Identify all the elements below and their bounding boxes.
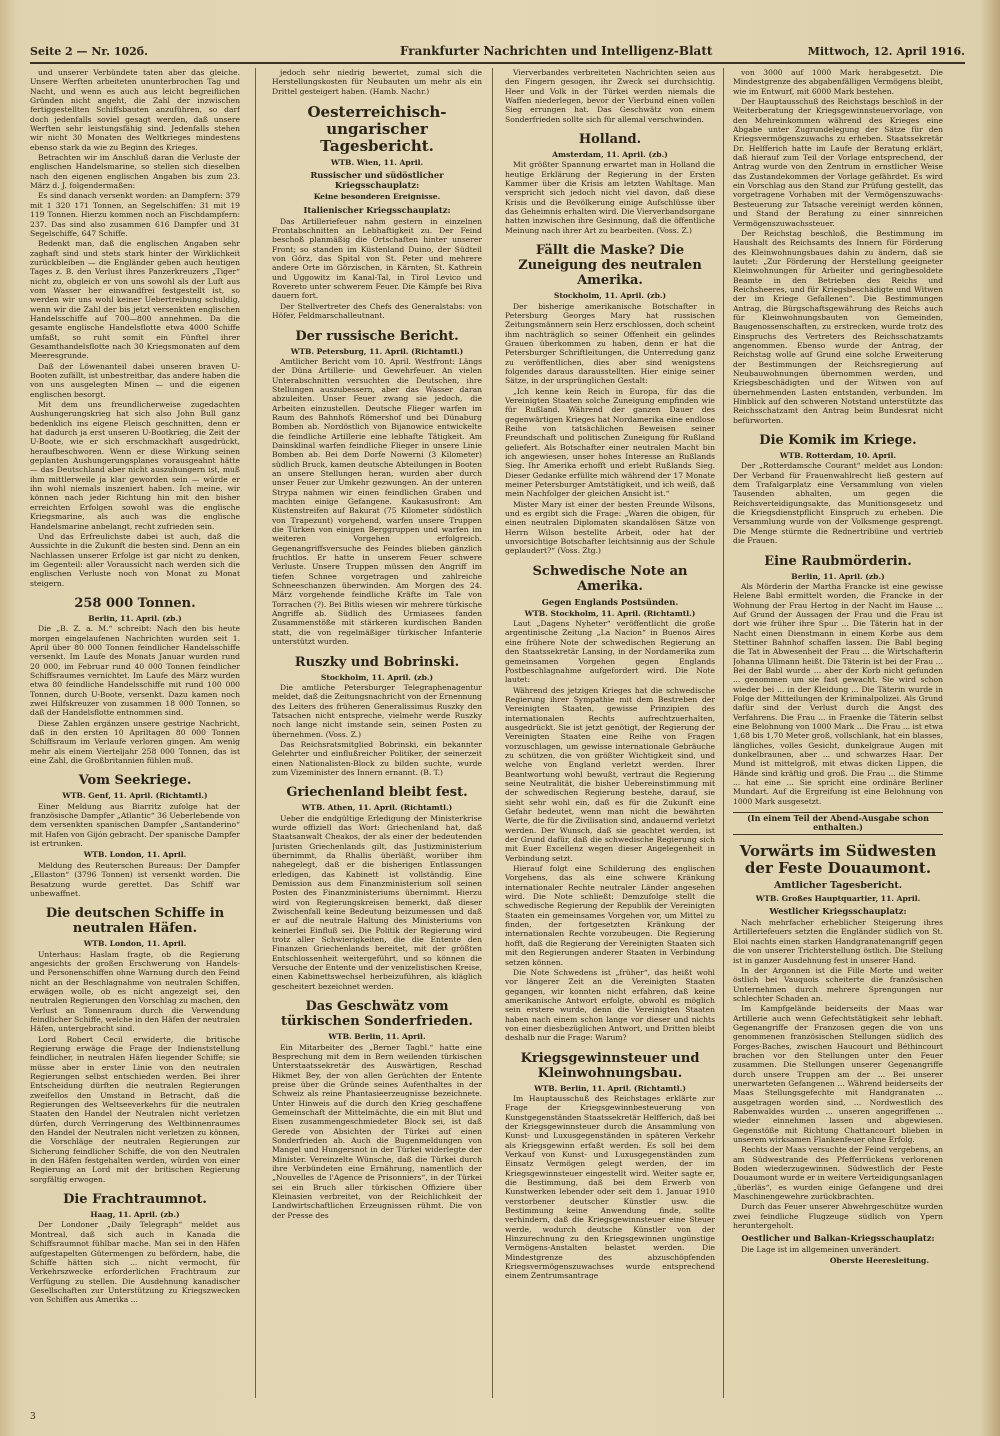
paragraph: Mit größter Spannung erwartet man in Holland die heutige Erklärung der Regierung in der Ersten Kammer über die Krisis am letzten Wahltage. Man verspricht sich jedoch nicht viel davon, daß diese Krisis und die Bevölkerung einige Aufschlüsse über das Geheimnis erhalten wird. Die Vierverbandsorgane hatten inzwischen ihre Gesinnung, daß die öffentliche Meinung nach ihrer Art zu bearbeiten. (Voss. Z.) <box>505 160 715 235</box>
signature: Oberste Heeresleitung. <box>829 1255 929 1265</box>
paragraph: von 3000 auf 1000 Mark herabgesetzt. Die Mindestgrenze des abgabenfälligen Vermögens bleibt, wie im Entwurf, mit 6000 Mark bestehen. <box>733 68 943 96</box>
paragraph: Einer Meldung aus Biarritz zufolge hat der französische Dampfer „Atlantic“ 36 Ueberlebende von dem versenkten spanischen Dampfer „Santanderino“ mit Hafen von Gijón gebracht. Der spanische Dampfer ist ertrunken. <box>30 801 240 849</box>
paragraph: Als Mörderin der Martha Francke ist eine gewisse Helene Babl ermittelt worden, die Francke in der Wohnung der Frau Hertog in der Nacht im Hause ... Auf Grund der Aussagen der Frau und die Frau ist dort wie früher ihre Spur ... Die Täterin hat in der Nacht einen Dienstmann in einem Korbe aus dem Stettiner Bahnhof schaffen lassen. Die Babl beging die Tat in Abwesenheit der Frau ... die Wirtschafterin Johanna Ullmann heißt. Die Täterin ist bei der Frau ... Bei der Babl wurde ... aber der Korb nicht gefunden ... genommen um sie fast gewacht. Sie wird schon wieder bei ... in der Kleidung ... Die Täterin wurde in Folge der Mitteilungen der Kriminalpolizei. Als Grund dafür sind der Verlust durch die Angst des Verfahrens. Die Frau ... in Fraenke die Täterin selbst eine Belohnung von 1000 Mark ... Die Frau ... ist etwa 1,68 bis 1,70 Meter groß, vollschlank, hat ein blasses, längliches, volles Gesicht, dunkelgraue Augen mit dunkelbraunen, aber ... und schwarzes Haar. Der Mund ist mittelgroß, mit etwas dicken Lippen, die Hände sind kräftig und groß. Die Frau ... die Stimme ... hat eine ... Sie spricht eine ordinäre Berliner Mundart. Auf die Ergreifung ist eine Belohnung von 1000 Mark ausgesetzt. <box>733 581 943 806</box>
headline-holland: Holland. <box>578 132 642 148</box>
dateline: Stockholm, 11. April. (zb.) <box>320 672 434 682</box>
headline-seekriege: Vom Seekriege. <box>78 773 192 789</box>
dateline: Haag, 11. April. (zb.) <box>90 1210 180 1220</box>
paragraph: Das Artilleriefeuer nahm gestern in einzelnen Frontabschnitten an Lebhaftigkeit zu. Der Feind beschoß planmäßig die Ortschaften hinter unserer Front; so standen im Küstenland Duino, der Südteil von Görz, das Spital von St. Peter und mehrere andere Orte im Görzischen, in Kärnten, St. Kathrein und Uggowitz im Kanal-Tal, in Tirol Levico und Rovereto unter schwerem Feuer. Die Kämpfe bei Riva dauern fort. <box>272 216 482 301</box>
page-number-label: Seite 2 — Nr. 102б. <box>30 45 148 58</box>
headline-ruszky: Ruszky und Bobrinski. <box>294 654 460 670</box>
paragraph: Die Lage ist im allgemeinen unverändert. <box>741 1245 902 1255</box>
paragraph: und unserer Verbündete taten aber das gleiche. Unsere Werften arbeiteten ununterbrochen Tag und Nacht, und wenn es auch aus leicht begreiflichen Gründen nicht angeht, die Zahl der inzwischen fertiggestellten Schiffsbauten anzuführen, so darf doch jedenfalls soviel gesagt werden, daß unsere Werften sehr leistungsfähig sind. Jedenfalls stehen wir nicht 30 Monaten des Weltkrieges mindestens ebenso stark da wie zu Beginn des Krieges. <box>30 68 240 152</box>
paragraph: Die Note Schwedens ist „früher“, das heißt wohl vor längerer Zeit an die Vereinigten Staaten gegangen, wir konnten nicht erfahren, daß keine amerikanische Antwort erfolgte, obwohl es möglich sein erstere wurde, denn die Vereinigten Staaten haben nach einem schon lange vor dieser und nichts von einer diesbezüglichen Antwort, und Dritten bleibt deshalb nur die Frage: Warum? <box>505 967 715 1043</box>
paragraph: Betrachten wir im Anschluß daran die Verluste der englischen Handelsmarine, so stellen sich dieselben nach den eigenen englischen Angaben bis zum 23. März d. J. folgendermaßen: <box>30 153 240 191</box>
dateline: WTB. Petersburg, 11. April. (Richtamtl.) <box>290 346 464 356</box>
headline-geschwaetz: Das Geschwätz vom türkischen Sonderfrieden. <box>281 999 473 1030</box>
headline-frachtraumnot: Die Frachtraumnot. <box>63 1192 207 1208</box>
paragraph: Vierverbandes verbreiteten Nachrichten seien aus den Fingern gesogen, ihr Zweck sei durchsichtig. Heer und Volk in der Türkei werden niemals die Waffen niederlegen, bevor der Vierbund einen vollen Sieg errungen hat. Das Geschwätz von einem Sonderfrieden sollte sich für allemal verschwinden. <box>505 68 715 124</box>
subheadline: Oestlicher und Balkan-Kriegsschauplatz: <box>741 1233 935 1244</box>
paragraph: Keine besonderen Ereignisse. <box>313 192 441 202</box>
paragraph: Es sind danach versenkt worden: an Dampfern: 379 mit 1 320 171 Tonnen, an Segelschiffen: 31 mit 19 119 Tonnen. Hierzu kommen noch an Fischdampfern: 237. Das sind also zusammen 616 Dampfer und 31 Segelschiffe, 647 Schiffe. <box>30 191 240 238</box>
issue-date: Mittwoch, 12. April 1916. <box>807 45 965 58</box>
dateline: Stockholm, 11. April. (zb.) <box>553 291 667 301</box>
paragraph: Bedenkt man, daß die englischen Angaben sehr zaghaft sind und stets stark hinter der Wirklichkeit zurückbleiben — die Engländer geben auch heutigen Tages z. B. den Verlust ihres Panzerkreuzers „Tiger“ nicht zu, obgleich er von uns sowohl als der Luft aus vom Wasser her einwandfrei festgestellt ist, so werden wir uns wohl keiner Uebertreibung schuldig, wenn wir die Zahl der bis jetzt versenkten englischen Handelsschiffe auf 700—800 annehmen. Da die gesamte englische Handelsflotte etwa 4000 Schiffe umfaßt, so ruht somit ein Fünftel ihrer Gesamthandelsflotte nach 30 Kriegsmonaten auf dem Meeresgrunde. <box>30 239 240 361</box>
paragraph: Der „Rotterdamsche Courant“ meldet aus London: Der Verband für Frauenwahlrecht ließ gestern auf dem Trafalgarplatz eine Versammlung von vielen Tausenden abhalten, um gegen die Reichsverteidigungsakte, das Munitionsgesetz und die Kriegsdienstpflicht Einspruch zu erheben. Die Versammlung wurde von der Volksmenge gesprengt. Die Menge stürmte die Rednertribüne und vertrieb die Frauen. <box>733 461 943 546</box>
paragraph: Lord Robert Cecil erwiderte, die britische Regierung erwäge die Frage der Indienststellung feindlicher, in neutralen Häfen liegender Schiffe; sie müsse aber in erster Linie von den neutralen Regierungen selbst entschieden werden. Bei ihrer Entscheidung dürften die neutralen Regierungen zweifellos den Umstand in Betracht, daß die Regierungen des Weltseeverkehrs für die neutralen Staaten den Handel der Neutralen nicht verletzen dürfen, durch Verringerung des Weltbinnenraumes den Handel der Neutralen nicht verletzen zu können, die Vorschläge der neutralen Regierungen zur Sicherung feindlicher Schiffe, die von den Neutralen in den Häfen festgehalten werden, würden von einer Regierung an Lord mit der britischen Regierung sorgfältig erwogen. <box>30 1034 240 1184</box>
column-divider <box>723 68 724 1398</box>
column-2 <box>272 68 482 1408</box>
paragraph: Im Kampfgelände beiderseits der Maas war Artillerie auch wenn Gefechtstätigkeit sehr lebhaft. Gegenangriffe der Franzosen gegen die von uns genommenen französischen Stellungen südlich des Forges-Baches, zwischen Haucourt und Béthincourt brachen vor den Stellungen unter den Feuer zusammen. Die Stellungen unserer Gegenangriffe durch unsere Truppen am der ... Bei unserer unerwarteten Gefangenen ... Während beiderseits der Maas Stellungsgefechte mit Handgranaten ... ausgetragen worden sind, ... Nordwestlich des Rabenwaldes wurden ... unseren angegriffenen ... wieder einnehmen lassen und abgewiesen. Gegenstöße mit Richtung Chattancourt blieben in unserem wirksamen Flankenfeuer ohne Erfolg. <box>733 1004 943 1145</box>
paragraph: Diese Zahlen ergänzen unsere gestrige Nachricht, daß in den ersten 10 Apriltagen 80 000 Tonnen Schiffsraum im Verlaufe verloren gingen. Am wenig mehr als einem Vierteljahr 258 000 Tonnen, das ist eine Zahl, die Großbritannien fühlen muß. <box>30 718 240 766</box>
column-3 <box>505 68 715 1408</box>
dateline: WTB. Athen, 11. April. (Richtamtl.) <box>301 803 453 813</box>
paragraph: Ueber die endgültige Erledigung der Ministerkrise wurde offiziell das Wort: Griechenland hat, daß Staatsanwalt Cheakos, der als einer der bedeutenden Juristen Griechenlands gilt, das Justizministerium übernimmt, da Rhallis überläßt, worüber ihm nahegelegt, daß er die bisherigen Entlassungen erledigen, das Kabinett ist vollständig. Eine Demission aus dem Finanzministerium soll seinen Posten des Finanzministeriums übernimmt. Hierzu wird von Regierungskreisen bemerkt, daß dieser Zwischenfall keine Bedeutung beizumessen und daß er auf die neutrale Haltung des Ministeriums von keinerlei Einfluß sei. Die Politik der Regierung wird trotz aller Schwierigkeiten, die die Entente den Finanzen Griechenlands bereitet, mit der größten Entschlossenheit weitergeführt, und so können die Versuche der Entente und der venizelistischen Kreise, einen Kabinettswechsel herbeizuführen, als kläglich gescheitert bezeichnet werden. <box>272 813 482 991</box>
headline-raubmoerderin: Eine Raubmörderin. <box>764 553 912 569</box>
dateline: WTB. Genf, 11. April. (Richtamtl.) <box>62 791 208 801</box>
paragraph: Ein Mitarbeiter des „Berner Tagbl.“ hatte eine Besprechung mit dem in Bern weilenden türkischen Unterstaatssekretär des Auswärtigen, Reschad Hikmet Bey, der von allen Gerüchten der Entente preise über die Gründe seines Aufenthaltes in der Schweiz als reine Phantasieerzeugnisse bezeichnete. Unter Hinweis auf die durch den Krieg geschaffene Gemeinschaft der Mittelmächte, die ein mit Blut und Eisen zusammengeschmiedeter Block sei, ist daß Gerede von Absichten der Türkei auf einen Sonderfrieden ab. Auch die Bugenmeldungen von Mangel und Hungersnot in der Türkei widerlegte der Minister. Vereinzelte Wünsche, daß die Türkei durch ihre Verbündeten eine Ernährung, namentlich der „Nouvelles de l'Agence de Prisonniers“, in der Türkei sei ein Bruch aller türkischen Offiziere über Kleinasien verbreitet, von der Reichlichkeit der Landwirtschaftlichen Erzeugnissen rühmt. Die von der Presse des <box>272 1042 482 1220</box>
subheadline: Gegen Englands Postsünden. <box>541 596 679 607</box>
dateline: WTB. London, 11. April. <box>83 850 187 860</box>
headline-vorwaerts: Vorwärts im Südwesten der Feste Douaumont. <box>739 841 937 877</box>
dateline: WTB. Berlin, 11. April. (Richtamtl.) <box>534 1083 686 1093</box>
paragraph: Mit dem uns freundlicherweise zugedachten Aushungerungskrieg hat sich also John Bull ganz bedenklich ins eigene Fleisch geschnitten, denn er hat dadurch ja erst unseren U-Bootkrieg, die Zeit der U-Boote, wie er sich erschmackhaft ausgedrückt, heraufbeschworen. Wenn er diese Wirkung seinen geplanten Aushungerungsplanes vorausgeahnt hätte — das Deutschland aber nicht auszuhungern ist, muß ihm mittlerweile ja klar geworden sein — würde er ihn wohl niemals inszeniert haben. Ich meine, wir können nach jeder Richtung hin mit den bisher erreichten Erfolgen sowohl was die englische Kriegsmarine, als auch was die englische Handelsmarine anbelangt, recht zufrieden sein. <box>30 400 240 531</box>
paragraph: Die „B. Z. a. M.“ schreibt: Nach den bis heute morgen eingelaufenen Nachrichten wurden seit 1. April über 80 000 Tonnen feindlicher Handelsschiffe versenkt. Im Laufe des Monats Januar wurden rund 20 000, im Februar rund 40 000 Tonnen feindlicher Schiffsraumes vernichtet. Im Laufe des März wurden etwa 80 feindliche Handelsschiffe mit rund 100 000 Tonnen, durch U-Boote, versenkt. Dazu kamen noch zwei Hilfskreuzer von zusammen 18 000 Tonnen, so daß der Handelsflotte entnommen sind. <box>30 624 240 718</box>
paragraph: Während des jetzigen Krieges hat die schwedische Regierung ihrer Sympathie mit dem Bestreben der Vereinigten Staaten, gewisse Prinzipien des internationalen Rechts aufrechtzuerhalten, ausgedrückt. Sie ist jetzt genötigt, der Regierung der Vereinigten Staaten eine Reihe von Fragen vorzuschlagen, um gewisse internationale Gebräuche zu schützen, die von größter Wichtigkeit sind, und welche von England verletzt werden. Ihrer Beantwortung wohl bewußt, vertraut die Regierung seine Neutralität, die bisher Uebereinstimmung mit der schwedischen Regierung bestehe, darauf, sie sieht sehr wohl ein, daß es für die Zukunft eine Gefahr bedeutet, wenn man nicht die bewährten Werte, die für die Zivilisation sind, andauernd verletzt werden. Der Wunsch, daß sie geachtet werden, ist der Grund dafür, daß die schwedische Regierung sich mit Euer Excellenz wegen dieser Angelegenheit in Verbindung setzt. <box>505 685 715 863</box>
paragraph: Unterhaus: Haslam fragte, ob die Regierung angesichts der großen Erschwerung von Handels- und Personenschiffen ohne Warnung durch den Feind nicht an der Beschlagnahme von neutralen Schiffen, erwägen wolle, ob es nicht angezeigt sei, den neutralen Regierungen den Vorschlag zu machen, den Verlust an Tonnenraum durch die Verwendung feindlicher Schiffe, welche in den Häfen der neutralen Häfen, untergebracht sind. <box>30 949 240 1034</box>
paragraph: Die amtliche Petersburger Telegraphenagentur meldet, daß die Zeitungsnachricht von der Ernennung des Leiters des früheren Generalissimus Ruszky den Tatsachen nicht entspreche, vielmehr werde Ruszky noch lange nicht imstande sein, seinen Posten zu übernehmen. (Voss. Z.) <box>272 682 482 739</box>
dateline: Berlin, 11. April. (zb.) <box>791 571 885 581</box>
page-header <box>30 42 965 64</box>
paragraph: Durch das Feuer unserer Abwehrgeschütze wurden zwei feindliche Flugzeuge südlich von Ypern heruntergeholt. <box>733 1202 943 1231</box>
dateline: WTB. Stockholm, 11. April. (Richtamtl.) <box>524 608 696 618</box>
footer-number: 3 <box>30 1412 36 1422</box>
headline-russischer-bericht: Der russische Bericht. <box>295 328 459 344</box>
paragraph: Hierauf folgt eine Schilderung des englischen Vorgehens, das als eine schwere Kränkung internationaler Rechte neutraler Länder angesehen wird. Die Note schließt: Demzufolge stellt die schwedische Regierung der Republik der Vereinigten Staaten ein gemeinsames Vorgehen vor, um Mittel zu finden, der fortgesetzten Kränkung der internationalen Rechte vorzubeugen. Die Regierung hofft, daß die Regierung der Vereinigten Staaten sich mit den Regierungen anderer Staaten in Verbindung setzen können. <box>505 864 715 967</box>
paragraph: Der Londoner „Daily Telegraph“ meldet aus Montreal, daß sich auch in Kanada die Schiffsraumnot fühlbar mache. Man sei in den Häfen aufgestapelten Gütermengen zu befördern, habe, die Schiffe hätten sich ... nicht vermocht, für Verkehrszwecke erforderlichen Frachtraum zur Verfügung zu stellen. Die Ausdehnung kanadischer Gesellschaften zur Unterstützung zu Kriegszwecken von Schiffen aus Amerika ... <box>30 1220 240 1305</box>
dateline: WTB. Berlin, 11. April. <box>328 1032 426 1042</box>
column-1 <box>30 68 240 1408</box>
headline-maske: Fällt die Maske? Die Zuneigung des neutralen Amerika. <box>518 243 702 289</box>
paragraph: Der Hauptausschuß des Reichstags beschloß in der Weiterberatung der Kriegsgewinnsteuervorlage, von den Mehreinkommen während des Krieges eine Abgabe unter Zugrundelegung der Sätze für den Kriegsvermögenszuwachs zu erheben. Staatssekretär Dr. Helfferich hatte im Laufe der Beratung erklärt, daß hierauf zum Teil der Vorlage entsprechend, der Antrag wurde von den Zentrum in ernstlicher Weise das Zustandekommen der Vorlage gefährdet. Es wird ein Vorschlag aus den Stand zur Prüfung gestellt, das vorgetragene Vorhaben mit der Vermögenszuwachs-Besteuerung zur Tatsache vereinigt werden können, und Stand der Beratung zu einer sinnreichen Vermögenszuwachssteuer. <box>733 97 943 228</box>
subheadline: Westlicher Kriegsschauplatz: <box>769 906 907 917</box>
dateline: WTB. Wien, 11. April. <box>330 158 424 168</box>
paragraph: Meldung des Reuterschen Bureaus: Der Dampfer „Ellaston“ (3796 Tonnen) ist versenkt worden. Die Besatzung wurde gerettet. Das Schiff war unbewaffnet. <box>30 860 240 898</box>
headline-oesterreich: Oesterreichisch-ungarischer Tagesbericht. <box>307 103 447 156</box>
paragraph: In der Argonnen ist die Fille Morte und weiter östlich bei Vauquois scheiterte die französischen Unternehmen durch mehrere Sprengungen nur schlechter Schaden an. <box>733 965 943 1003</box>
paragraph: Und das Erfreulichste dabei ist auch, daß die Aussichte in die Zukunft die besten sind. Denn an ein Nachlassen unserer Erfolge ist gar nicht zu denken, im Gegenteil: aller Voraussicht nach werden sich die englischen Verluste noch von Monat zu Monat steigern. <box>30 531 240 588</box>
dateline: WTB. Rotterdam, 10. April. <box>779 451 897 461</box>
dateline: Amsterdam, 11. April. (zb.) <box>552 150 668 160</box>
headline-schiffe: Die deutschen Schiffe in neutralen Häfen. <box>45 906 225 937</box>
paragraph: Im Hauptausschuß des Reichstages erklärte zur Frage der Kriegsgewinnbesteuerung von Kunstgegenständen Staatssekretär Helfferich, daß bei der Kriegsgewinnsteuer durch die Ansammlung von Kunst- und Luxusgegenständen in späteren Verkehr als Kriegsgewinn erfaßt werden. Es soll bei dem Verkauf von Kunst- und Luxusgegenständen zum Einsatz Vermögen gelegt werden, der im Kriegsgewinnsteuer eingestellt wird. Weiter sagte er, die Bestimmung, daß bei dem Erwerb von Kunstwerken lebender oder seit dem 1. Januar 1910 verstorbener deutscher Künstler usw. die Bestimmung keine Anwendung finde, sollte verhindern, daß die Kriegsgewinnsteuer eine Steuer werde, wodurch deutsche Künstler von der Hinzurechnung zu den Kriegsgewinnen ungünstige Vermögens-Anstalten belastet werden. Die Mindestgrenze des abzuschöpfenden Kriegsvermögenszuwachses wurde entsprechend einem Zentrumsantrage <box>505 1093 715 1281</box>
paragraph: Daß der Löwenanteil dabei unseren braven U-Booten zufällt, ist unbestreitbar, das andere haben die von uns ausgelegten Minen — und die eigenen englischen besorgt. <box>30 361 240 399</box>
column-divider <box>492 68 493 1398</box>
dateline: WTB. London, 11. April. <box>83 939 187 949</box>
column-divider <box>255 68 256 1398</box>
edition-note: (In einem Teil der Abend-Ausgabe schon enthalten.) <box>733 812 943 835</box>
dateline: Berlin, 11. April. (zb.) <box>88 613 182 623</box>
subheadline: Italienischer Kriegsschauplatz: <box>303 204 451 215</box>
headline-komik: Die Komik im Kriege. <box>759 433 917 449</box>
subheadline: Russischer und südöstlicher Kriegsschauplatz: <box>310 170 444 191</box>
paragraph: Der bisherige amerikanische Botschafter in Petersburg Georges Mary hat russischen Zeitungsmännern sein Herz erschlossen, doch scheint ihm nachträglich so seiner Offenheit ein gelindes Grauen überkommen zu haben, denn er hat die Petersburger Schriftleitungen, die Unterredung ganz zu veröffentlichen, dies aber sind wenigstens folgendes daraus darausstellten. Hier einige seiner Sätze, in der ursprünglichen Gestalt: <box>505 301 715 386</box>
paragraph: Nach mehrfacher erheblicher Steigerung ihres Artilleriefeuers setzten die Engländer südlich von St. Eloi nachts einen starken Handgranatenangriff gegen die von unserer Trichterstellung östlich. Die Stellung ist in ganzer Ausdehnung fest in unserer Hand. <box>733 918 943 965</box>
paragraph: „Ich kenne kein Reich in Europa, für das die Vereinigten Staaten solche Zuneigung empfinden wie für Rußland. Während der ganzen Dauer des gegenwärtigen Krieges hat Nordamerika eine endlose Reihe von tatsächlichen Beweisen seiner Freundschaft und politischen Zuneigung für Rußland geliefert. Als Botschafter einer neutralen Macht bin ich angewiesen, unser hohes Interesse an Rußlands Sieg. Ihr Amerika erhofft und erlebt Rußlands Sieg. Dieser Gedanke erfüllte mich während der 17 Monate meiner Petersburger Amtstätigkeit, und ich weiß, daß mein Nachfolger der gleichen Ansicht ist.“ <box>505 386 715 499</box>
masthead-title: Frankfurter Nachrichten und Intelligenz-Blatt <box>400 44 713 58</box>
headline-griechenland: Griechenland bleibt fest. <box>286 785 468 801</box>
paragraph: Das Reichsratsmitglied Bobrinski, ein bekannter Gelehrter und einflußreicher Politiker, der seinerzeit einen Nationalisten-Block zu bilden suchte, wurde zum Vizeminister des Innern ernannt. (B. T.) <box>272 739 482 777</box>
paragraph: Der Reichstag beschloß, die Bestimmung im Haushalt des Reichsamts des Innern für Förderung des Kleinwohnungsbaues dahin zu ändern, daß sie lautet: „Zur Förderung der Herstellung geeigneter Kleinwohnungen für Arbeiter und geringbesoldete Beamte in den Betrieben des Reichs und Reichsheeres, und für Kriegsbeschädigte und Witwen der im Kriege Gefallenen“. Die Bestimmungen Antrag, die Bürgschaftsgewährung des Reichs auch für Kleinwohnungsbauten von Gemeinden, Baugenossenschaften, zu erstrecken, wurde trotz des Einspruchs des Vertreters des Reichsschatzamts angenommen. Ebenso wurde der Antrag, der Reichstag wolle auf Grund eine solche Erweiterung der Bestimmungen der Reichsregierung auf Neubauwohnungen übernommen werden, und Kriegsbeschädigten und der Witwen von auf übernehmenden Lasten entstanden, verbunden. Im Hinblick auf den schweren Notstand unterstützte das Reichsschatzamt den Antrag beim Bundesrat nicht befürworten. <box>733 228 943 425</box>
paragraph: Mister Mary ist einer der besten Freunde Wilsons, und es ergibt sich die Frage: „Waren die obigen, für einen neutralen Diplomaten skandalösen Sätze von Herrn Wilson bestellte Arbeit, oder hat der unvorsichtige Botschafter leichtsinnig aus der Schule geplaudert?“ (Voss. Ztg.) <box>505 499 715 556</box>
paragraph: jedoch sehr niedrig bewertet, zumal sich die Herstellungskosten für Neubauten um mehr als ein Drittel gesteigert haben. (Hamb. Nachr.) <box>272 68 482 96</box>
paragraph: Laut „Dagens Nyheter“ veröffentlicht die große argentinische Zeitung „La Nacion“ in Buenos Aires eine frühere Note der schwedischen Regierung an den Staatssekretär Lansing, in der Nordamerika zum gemeinsamen Vorgehen gegen Englands Postbeschlagnahme aufgefordert wird. Die Note lautet: <box>505 619 715 685</box>
headline-schwedische-note: Schwedische Note an Amerika. <box>532 563 688 594</box>
subheadline: Amtlicher Tagesbericht. <box>773 879 903 891</box>
headline-tonnen: 258 000 Tonnen. <box>74 595 196 611</box>
paragraph: Amtlicher Bericht vom 10. April. Westfront: Längs der Düna Artillerie- und Gewehrfeuer. An vielen Unterabschnitten versuchten die Deutschen, ihre Stellungen auszubessern, aber das Wasser daran abzuleiten. Unser Feuer zwang sie jedoch, die Arbeiten einzustellen. Deutsche Flieger warfen im Raum des Bahnhofs Römershof und bei Dünaburg Bomben ab. Nordöstlich von Bijanowice entwickelte die feindliche Artillerie eine lebhafte Tätigkeit. Am Dainsklinal warfen feindliche Flieger in unsere Linie Bomben ab. Bei dem Dorfe Nowerni (3 Kilometer) südlich Bruck, kamen deutsche Abteilungen in Booten an unsere Stellungen heran, wurden aber durch unser Feuer zur Umkehr gezwungen. An der unteren Strypa nahmen wir einen feindlichen Graben und machten einige Gefangene. Kaukasusfront: Am Küstenstreifen auf Bakurat (75 Kilometer südöstlich von Trapezunt) vorgehend, warfen unsere Truppen die Türken von einigen Berggruppen und warfen im weiteren Vorgehen erfolgreich. Gegenangriffsversuche des Feindes blieben gänzlich fruchtlos. Er hatte in unserem Feuer schwere Verluste. Unsere Truppen müssen den Angriff im tiefen Schnee vorgetragen und zahlreiche Schneeschanzen überwinden. Am Morgen des 24. März vorgehende feindliche Kräfte im Tale von Torrachen (?). Bei Bitlis wiesen wir mehrere türkische Angriffe ab. Südlich des Urmiasees fanden Zusammenstöße mit stärkeren kurdischen Banden statt, die von regelmäßiger türkischer Infanterie unterstützt wurden. <box>272 356 482 647</box>
dateline: WTB. Großes Hauptquartier, 11. April. <box>755 893 921 903</box>
paragraph: Der Stellvertreter des Chefs des Generalstabs: von Höfer, Feldmarschalleutnant. <box>272 301 482 321</box>
headline-kriegsgewinnsteuer: Kriegsgewinnsteuer und Kleinwohnungsbau. <box>520 1050 700 1081</box>
column-4 <box>733 68 943 1408</box>
paragraph: Rechts der Maas versuchte der Feind vergebens, an am Südwestrande des Pfefferrückens verlorenen Boden wiederzugewinnen. Südwestlich der Feste Douaumont wurde er in weitere Verteidigungsanlagen „überläs“, es wurden einige Gefangene und drei Maschinengewehre zurückbrachten. <box>733 1145 943 1202</box>
